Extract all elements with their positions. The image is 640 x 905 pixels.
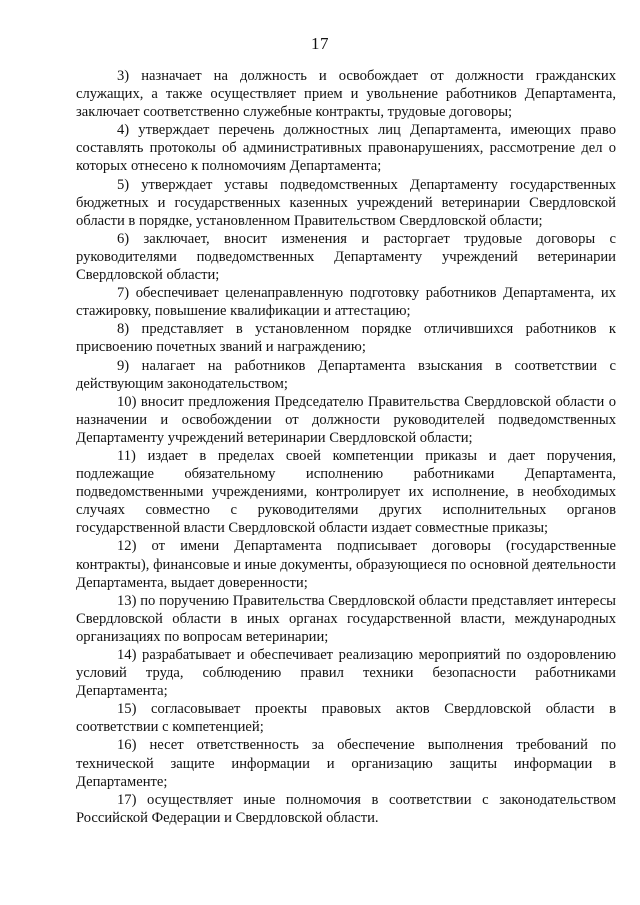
list-item-12: 12) от имени Департамента подписывает договоры (государственные контракты), финансовые и иные документы, образующиеся по основной деятельности Департамента, выдает доверенности; — [76, 538, 616, 591]
list-item-10: 10) вносит предложения Председателю Правительства Свердловской области о назначении и освобождении от должности руководителей подведомственных Департаменту учреждений ветеринарии Свердловской области; — [76, 393, 616, 446]
list-item-13: 13) по поручению Правительства Свердловской области представляет интересы Свердловской области в иных органах государственной власти, международных организациях по вопросам ветеринарии; — [76, 592, 616, 645]
list-item-5: 5) утверждает уставы подведомственных Департаменту государственных бюджетных и государственных казенных учреждений ветеринарии Свердловской области в порядке, установленном Правительством Свердловской области; — [76, 176, 616, 229]
list-item-11: 11) издает в пределах своей компетенции приказы и дает поручения, подлежащие обязательному исполнению работниками Департамента, подведомственными учреждениями, контролирует их исполнение, в необходимых случаях совместно с руководителями других исполнительных органов государственной власти Свердловской области издает совместные приказы; — [76, 447, 616, 537]
list-item-8: 8) представляет в установленном порядке отличившихся работников к присвоению почетных званий и награждению; — [76, 321, 616, 356]
document-body — [76, 67, 616, 827]
list-item-3: 3) назначает на должность и освобождает от должности гражданских служащих, а также осуществляет прием и увольнение работников Департамента, заключает соответственно служебные контракты, трудовые договоры; — [76, 68, 616, 121]
list-item-16: 16) несет ответственность за обеспечение выполнения требований по технической защите информации и организацию защиты информации в Департаменте; — [76, 737, 616, 790]
list-item-17: 17) осуществляет иные полномочия в соответствии с законодательством Российской Федерации и Свердловской области. — [76, 791, 616, 826]
list-item-6: 6) заключает, вносит изменения и расторгает трудовые договоры с руководителями подведомственных Департаменту учреждений ветеринарии Свердловской области; — [76, 230, 616, 284]
page-number: 17 — [311, 34, 329, 53]
list-item-7: 7) обеспечивает целенаправленную подготовку работников Департамента, их стажировку, повышение квалификации и аттестацию; — [76, 285, 616, 320]
list-item-15: 15) согласовывает проекты правовых актов Свердловской области в соответствии с компетенцией; — [76, 701, 616, 736]
list-item-4: 4) утверждает перечень должностных лиц Департамента, имеющих право составлять протоколы об административных правонарушениях, рассмотрение дел о которых отнесено к полномочиям Департамента; — [76, 122, 616, 175]
list-item-14: 14) разрабатывает и обеспечивает реализацию мероприятий по оздоровлению условий труда, соблюдению правил техники безопасности работниками Департамента; — [76, 647, 616, 700]
list-item-9: 9) налагает на работников Департамента взыскания в соответствии с действующим законодательством; — [76, 357, 616, 392]
